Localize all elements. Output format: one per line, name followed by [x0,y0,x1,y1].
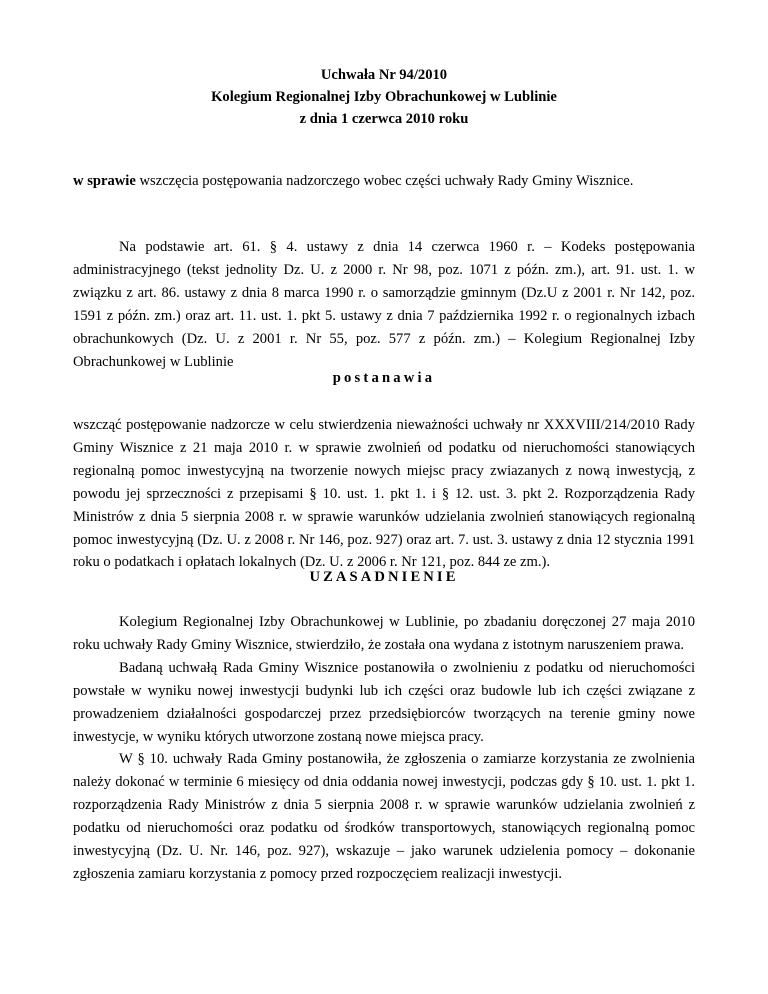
subject-paragraph [73,170,695,193]
resolution-date: z dnia 1 czerwca 2010 roku [299,111,469,127]
justification-heading: UZASADNIENIE [309,569,459,585]
justification-section [73,611,695,886]
issuing-body: Kolegium Regionalnej Izby Obrachunkowej w Lublinie [211,89,557,105]
ruling-paragraph [73,414,695,574]
justification-paragraph-1: Kolegium Regionalnej Izby Obrachunkowej w Lublinie, po zbadaniu doręczonej 27 maja 2010 roku uchwały Rady Gminy Wisznice, stwierdziło, że została ona wydana z istotnym naruszeniem prawa. [73,614,695,653]
resolution-number: Uchwała Nr 94/2010 [320,67,448,83]
legal-basis-text: Na podstawie art. 61. § 4. ustawy z dnia 14 czerwca 1960 r. – Kodeks postępowania administracyjnego (tekst jednolity Dz. U. z 2000 r. Nr 98, poz. 1071 z późn. zm.), art. 91. ust. 1. w związku z art. 86. ustawy z dnia 8 marca 1990 r. o samorządzie gminnym (Dz.U z 2001 r. Nr 142, poz. 1591 z późn. zm.) oraz art. 11. ust. 1. pkt 5. ustawy z dnia 7 października 1992 r. o regionalnych izbach obrachunkowych (Dz. U. z 2001 r. Nr 55, poz. 577 z późn. zm.) – Kolegium Regionalnej Izby Obrachunkowej w Lublinie [73,239,695,370]
justification-paragraph-3: W § 10. uchwały Rada Gminy postanowiła, że zgłoszenia o zamiarze korzystania ze zwolnienia należy dokonać w terminie 6 miesięcy od dnia oddania nowej inwestycji, podczas gdy § 10. ust. 1. pkt 1. rozporządzenia Rady Ministrów z dnia 5 sierpnia 2008 r. w sprawie warunków udzielania zwolnień z podatku od nieruchomości oraz podatku od środków transportowych, stanowiących regionalną pomoc inwestycyjną (Dz. U. Nr. 146, poz. 927), wskazuje – jako warunek udzielenia pomocy – dokonanie zgłoszenia zamiaru korzystania z pomocy przed rozpoczęciem realizacji inwestycji. [73,751,695,882]
decides-heading: postanawia [332,370,436,386]
resolution-header [0,64,768,130]
subject-prefix: w sprawie [73,173,136,189]
legal-basis-paragraph [73,236,695,373]
justification-paragraph-2: Badaną uchwałą Rada Gminy Wisznice postanowiła o zwolnieniu z podatku od nieruchomości powstałe w wyniku nowej inwestycji budynki lub ich części oraz budowle lub ich części związane z prowadzeniem działalności gospodarczej przez przedsiębiorców tworzących na terenie gminy nowe inwestycje, w wyniku których utworzone zostaną nowe miejsca pracy. [73,659,695,745]
subject-text: wszczęcia postępowania nadzorczego wobec części uchwały Rady Gminy Wisznice. [135,173,634,189]
ruling-text: wszcząć postępowanie nadzorcze w celu stwierdzenia nieważności uchwały nr XXXVIII/214/2010 Rady Gminy Wisznice z 21 maja 2010 r. w sprawie zwolnień od podatku od nieruchomości stanowiących regionalną pomoc inwestycyjną na tworzenie nowych miejsc pracy zwiazanych z nową inwestycją, z powodu jej sprzeczności z przepisami § 10. ust. 1. pkt 1. i § 12. ust. 3. pkt 2. Rozporządzenia Rady Ministrów z dnia 5 sierpnia 2008 r. w sprawie warunków udzielania zwolnień stanowiących regionalną pomoc inwestycyjną (Dz. U. z 2008 r. Nr 146, poz. 927) oraz art. 7. ust. 3. ustawy z dnia 12 stycznia 1991 roku o podatkach i opłatach lokalnych (Dz. U. z 2006 r. Nr 121, poz. 844 ze zm.). [73,417,695,571]
